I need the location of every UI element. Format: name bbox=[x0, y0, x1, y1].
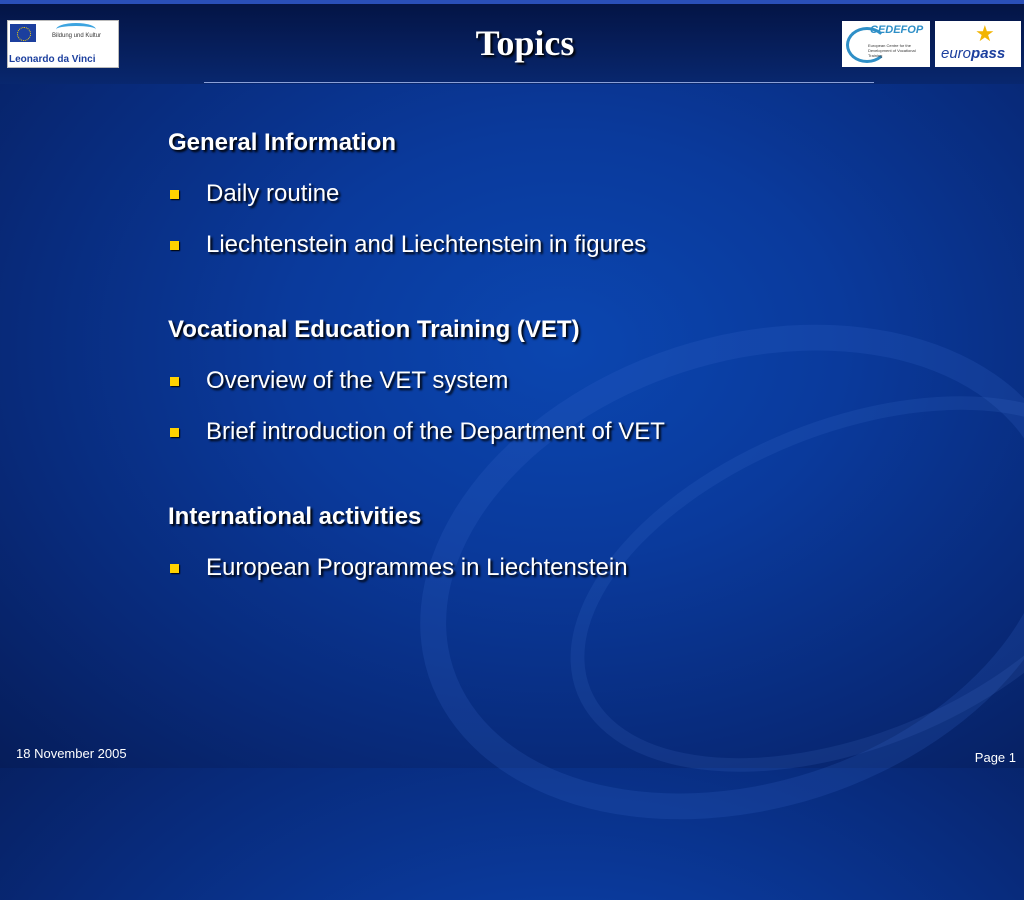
section-general-information bbox=[168, 126, 948, 262]
section-vet bbox=[168, 313, 948, 449]
cedefop-subtitle: European Centre for the Development of Vocational Training bbox=[868, 43, 916, 58]
section-heading: General Information bbox=[168, 129, 397, 156]
bullet-item bbox=[168, 177, 948, 211]
bullet-text: Liechtenstein and Liechtenstein in figures bbox=[206, 231, 647, 258]
leonardo-subtitle: Bildung und Kultur bbox=[52, 33, 102, 39]
slide-content bbox=[168, 126, 948, 585]
bullet-item bbox=[168, 228, 948, 262]
title-divider bbox=[204, 82, 874, 83]
footer-page-number: Page 1 bbox=[974, 750, 1016, 765]
bullet-text: Brief introduction of the Department of VET bbox=[206, 418, 665, 445]
bullet-square-icon bbox=[170, 241, 179, 250]
bullet-square-icon bbox=[170, 428, 179, 437]
bullet-text: Daily routine bbox=[206, 180, 340, 207]
bullet-square-icon bbox=[170, 377, 179, 386]
bullet-square-icon bbox=[170, 564, 179, 573]
europass-euro: euro bbox=[941, 45, 972, 62]
bullet-text: European Programmes in Liechtenstein bbox=[206, 554, 628, 581]
section-heading: International activities bbox=[168, 503, 422, 530]
bullet-text: Overview of the VET system bbox=[206, 367, 509, 394]
bullet-item bbox=[168, 364, 948, 398]
leonardo-da-vinci-logo bbox=[7, 20, 119, 68]
europass-wordmark bbox=[941, 45, 1005, 62]
leonardo-name: Leonardo da Vinci bbox=[9, 54, 96, 65]
eu-flag-icon bbox=[10, 24, 36, 42]
cedefop-logo bbox=[842, 21, 930, 67]
footer-date: 18 November 2005 bbox=[16, 746, 127, 761]
section-international-activities bbox=[168, 500, 948, 585]
bullet-square-icon bbox=[170, 190, 179, 199]
europass-star-icon: ★ bbox=[975, 21, 995, 46]
bullet-item bbox=[168, 415, 948, 449]
slide-title: Topics bbox=[475, 23, 575, 63]
section-heading: Vocational Education Training (VET) bbox=[168, 316, 580, 343]
cedefop-name: CEDEFOP bbox=[870, 24, 924, 36]
bullet-item bbox=[168, 551, 948, 585]
europass-pass: pass bbox=[971, 45, 1006, 62]
europass-logo bbox=[935, 21, 1021, 67]
